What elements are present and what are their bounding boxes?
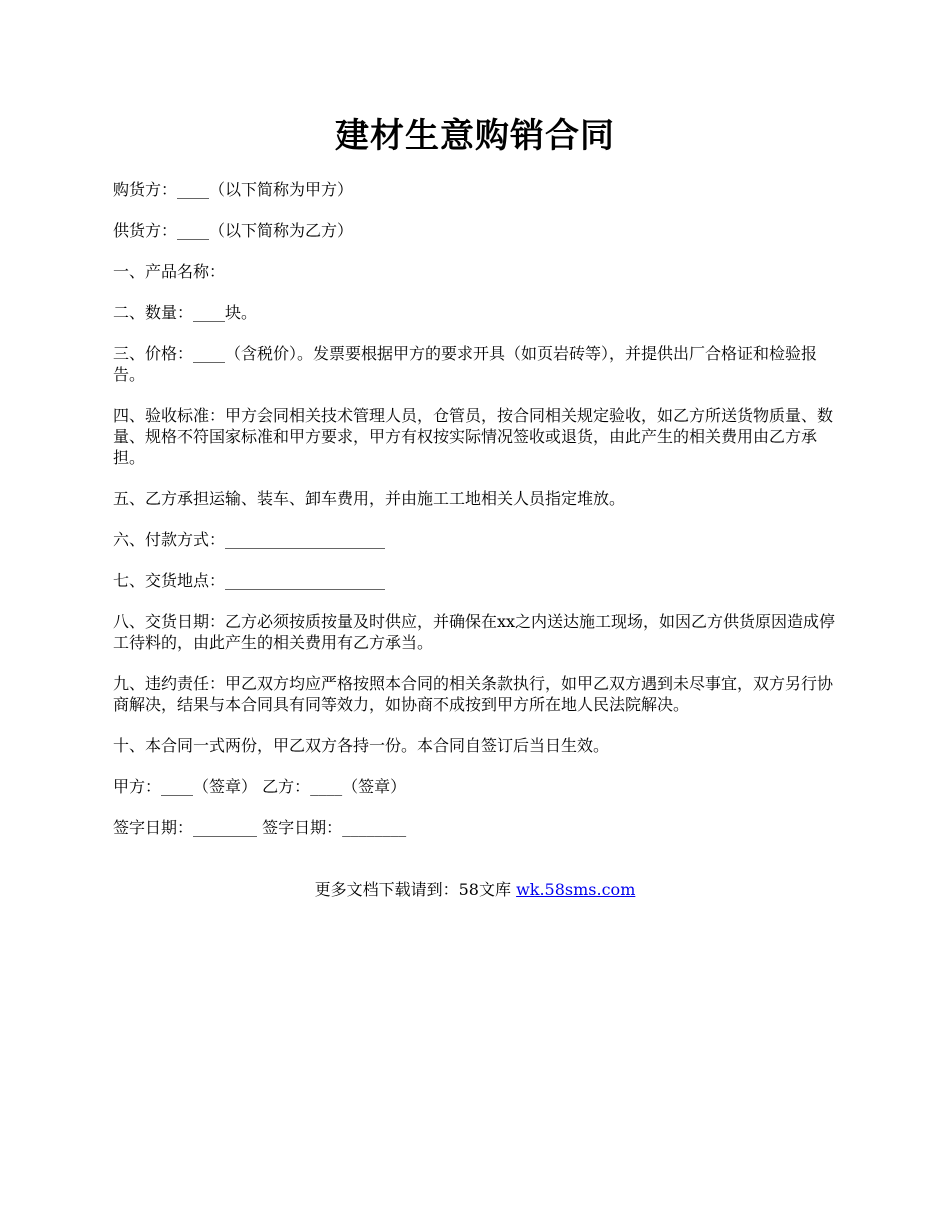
paragraph-liability: 九、违约责任：甲乙双方均应严格按照本合同的相关条款执行，如甲乙双方遇到未尽事宜，双方另行协商解决，结果与本合同具有同等效力，如协商不成按到甲方所在地人民法院解决。 (113, 674, 834, 714)
paragraph-signatures: 甲方：____（签章） 乙方：____（签章） (113, 777, 407, 796)
paragraph-copies: 十、本合同一式两份，甲乙双方各持一份。本合同自签订后当日生效。 (113, 736, 610, 755)
paragraph-acceptance: 四、验收标准：甲方会同相关技术管理人员，仓管员，按合同相关规定验收，如乙方所送货物质量、数量、规格不符国家标准和甲方要求，甲方有权按实际情况签收或退货，由此产生的相关费用由乙方承担。 (113, 406, 834, 467)
paragraph-product-name: 一、产品名称： (113, 262, 226, 281)
footer-text: 更多文档下载请到：58文库 (314, 880, 517, 899)
paragraph-price: 三、价格：____（含税价）。发票要根据甲方的要求开具（如页岩砖等），并提供出厂合格证和检验报告。 (113, 344, 818, 384)
paragraph-supplier: 供货方：____（以下简称为乙方） (113, 221, 354, 240)
document-title: 建材生意购销合同 (335, 116, 615, 156)
paragraph-delivery-date: 八、交货日期：乙方必须按质按量及时供应，并确保在xx之内送达施工现场，如因乙方供货原因造成停工待料的，由此产生的相关费用有乙方承当。 (113, 612, 836, 652)
footer (0, 879, 950, 901)
paragraph-buyer: 购货方：____（以下简称为甲方） (113, 180, 354, 199)
contract-body (113, 179, 841, 858)
paragraph-delivery-place: 七、交货地点：____________________ (113, 571, 386, 590)
paragraph-quantity: 二、数量：____块。 (113, 303, 258, 322)
paragraph-sign-dates: 签字日期：________ 签字日期：________ (113, 818, 407, 837)
paragraph-payment: 六、付款方式：____________________ (113, 530, 386, 549)
footer-link[interactable]: wk.58sms.com (516, 880, 636, 899)
paragraph-transport: 五、乙方承担运输、装车、卸车费用，并由施工工地相关人员指定堆放。 (113, 489, 626, 508)
